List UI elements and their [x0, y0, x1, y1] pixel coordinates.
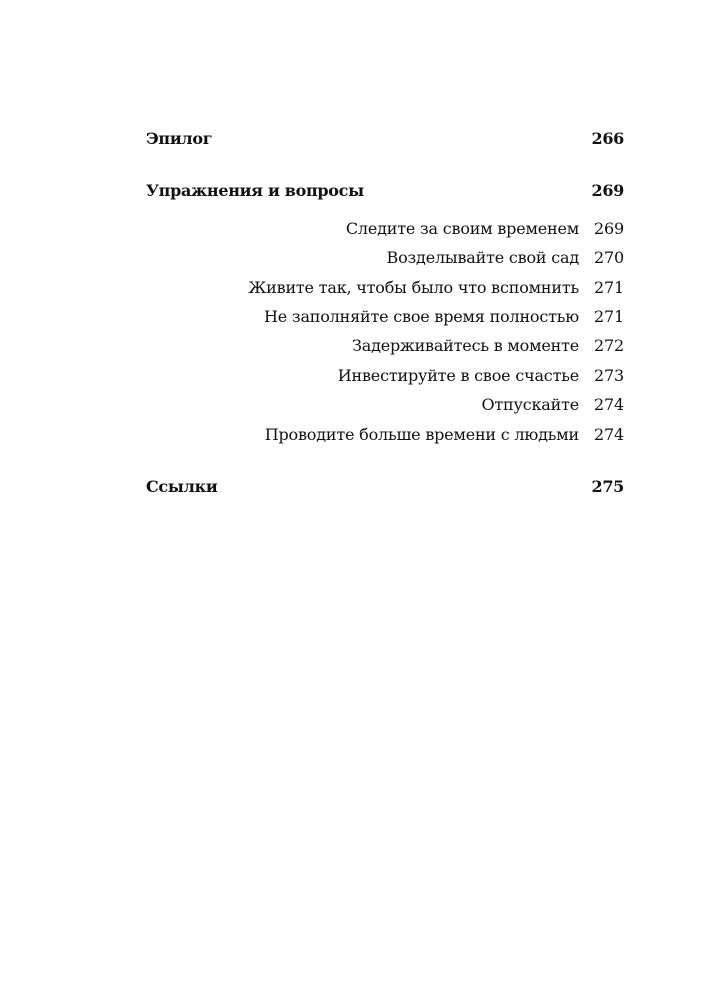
- toc-entry-title: Эпилог: [146, 129, 213, 148]
- toc-subentry-title: Проводите больше времени с людьми: [264, 425, 579, 444]
- toc-entry-title: Упражнения и вопросы: [146, 181, 364, 200]
- toc-subentry-page: 269: [594, 219, 624, 238]
- toc-subentry[interactable]: [146, 305, 624, 329]
- toc-subentry-page: 274: [594, 425, 624, 444]
- toc-subentry-title: Следите за своим временем: [345, 219, 579, 238]
- toc-subentry-page: 272: [594, 336, 624, 355]
- toc-entry-epilogue[interactable]: [146, 127, 624, 151]
- toc-entry-page: 269: [591, 181, 624, 200]
- toc-subentry-page: 274: [594, 395, 624, 414]
- toc-subentry-title: Не заполняйте свое время полностью: [264, 307, 579, 326]
- toc-subentry[interactable]: [146, 423, 624, 447]
- toc-subentry-page: 270: [594, 248, 624, 267]
- toc-entry-title: Ссылки: [146, 477, 218, 496]
- toc-subentry[interactable]: [146, 217, 624, 241]
- toc-entry-exercises[interactable]: [146, 179, 624, 203]
- toc-subentry-title: Отпускайте: [481, 395, 579, 414]
- toc-entry-page: 266: [591, 129, 624, 148]
- toc-subentry-title: Задерживайтесь в моменте: [351, 336, 579, 355]
- toc-subentry[interactable]: [146, 393, 624, 417]
- toc-subentry-title: Живите так, чтобы было что вспомнить: [248, 278, 579, 297]
- toc-subentry-title: Возделывайте свой сад: [386, 248, 579, 267]
- toc-subentry-page: 273: [594, 366, 624, 385]
- toc-subentry-page: 271: [594, 278, 624, 297]
- toc-entry-page: 275: [591, 477, 624, 496]
- toc-entry-references[interactable]: [146, 475, 624, 499]
- toc-subentry[interactable]: [146, 246, 624, 270]
- toc-subentry-title: Инвестируйте в свое счастье: [337, 366, 579, 385]
- toc-subentry[interactable]: [146, 364, 624, 388]
- toc-subentry[interactable]: [146, 276, 624, 300]
- toc-subentry-page: 271: [594, 307, 624, 326]
- toc-subentry[interactable]: [146, 334, 624, 358]
